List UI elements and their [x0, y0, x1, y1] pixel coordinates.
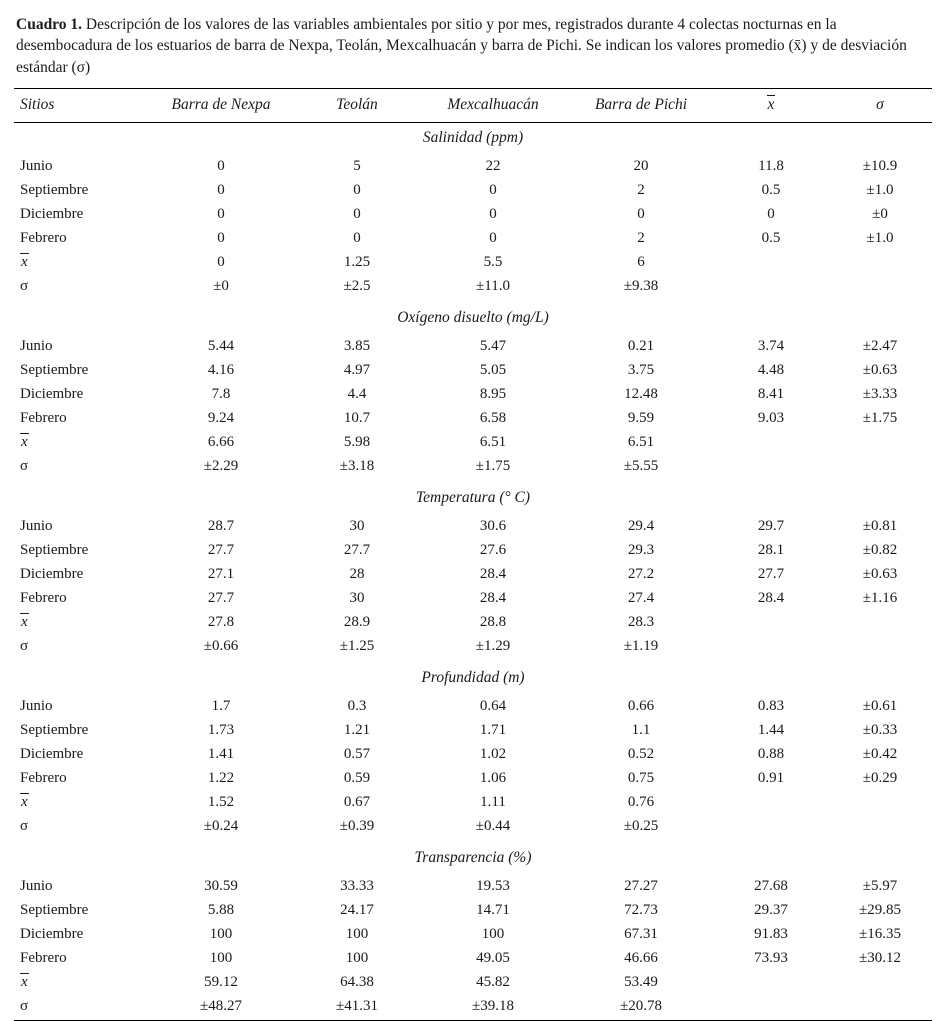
table-cell	[714, 790, 828, 814]
table-cell: 73.93	[754, 949, 788, 966]
table-cell	[714, 454, 828, 478]
table-cell: ±1.29	[475, 637, 511, 654]
table-body	[14, 123, 932, 1019]
table-row	[14, 202, 932, 226]
table-cell: 28.4	[479, 565, 507, 582]
caption-text: Descripción de los valores de las variables ambientales por sitio y por mes, registrados durante 4 colectas nocturnas en la desembocadura de los estuarios de barra de Nexpa, Teolán, Mexcalhuacán y barra de Pichi. Se indican los valores promedio (x̄) y de desviación estándar (σ)	[16, 16, 907, 76]
row-label: Septiembre	[20, 901, 89, 918]
table-row	[14, 718, 932, 742]
table-cell: 10.7	[343, 409, 371, 426]
table-cell: 6.58	[479, 409, 507, 426]
table-cell: 27.1	[207, 565, 235, 582]
table-row	[14, 610, 932, 634]
table-cell	[714, 994, 828, 1018]
table-row	[14, 994, 932, 1018]
table-row	[14, 562, 932, 586]
table-cell: 5.44	[207, 337, 235, 354]
table-row	[14, 250, 932, 274]
table-row	[14, 970, 932, 994]
table-cell: 33.33	[340, 877, 374, 894]
table-cell: 1.25	[343, 253, 371, 270]
table-cell: 0.57	[343, 745, 371, 762]
table-cell: ±0.29	[862, 769, 898, 786]
table-cell: 5.88	[207, 901, 235, 918]
table-cell: 3.74	[757, 337, 785, 354]
table-cell: ±1.16	[862, 589, 898, 606]
table-cell: 1.06	[479, 769, 507, 786]
table-cell: 14.71	[476, 901, 510, 918]
table-cell: 5	[353, 157, 361, 174]
table-cell: ±2.47	[862, 337, 898, 354]
table-cell: 1.7	[211, 697, 231, 714]
table-row	[14, 178, 932, 202]
table-cell: 0	[637, 205, 645, 222]
row-label: σ	[20, 817, 29, 834]
table-cell: 0.59	[343, 769, 371, 786]
table-cell: 8.41	[757, 385, 785, 402]
table-cell: 2	[637, 229, 645, 246]
table-cell: 22	[485, 157, 501, 174]
table-cell: ±0.44	[475, 817, 511, 834]
table-cell	[828, 610, 932, 634]
row-label: x	[21, 973, 28, 990]
table-cell: ±2.5	[343, 277, 371, 294]
table-cell: 1.21	[343, 721, 371, 738]
table-cell: ±9.38	[623, 277, 659, 294]
table-cell: ±0.39	[339, 817, 375, 834]
table-cell: 1.44	[757, 721, 785, 738]
column-header-sitios: Sitios	[14, 89, 146, 123]
table-cell: ±1.75	[475, 457, 511, 474]
table-cell: 30.6	[479, 517, 507, 534]
row-label: σ	[20, 997, 29, 1014]
table-cell: 1.02	[479, 745, 507, 762]
column-header-teolan: Teolán	[296, 89, 418, 123]
table-cell: ±0	[213, 277, 229, 294]
row-label: x	[21, 793, 28, 810]
table-cell	[828, 790, 932, 814]
table-row	[14, 274, 932, 298]
table-cell: 4.16	[207, 361, 235, 378]
table-cell: ±2.29	[203, 457, 239, 474]
table-cell: 6.51	[479, 433, 507, 450]
table-cell: 20	[633, 157, 649, 174]
table-head	[14, 89, 932, 123]
table-row	[14, 814, 932, 838]
row-label: Febrero	[20, 409, 67, 426]
table-cell: 27.6	[479, 541, 507, 558]
table-cell: ±16.35	[859, 925, 901, 942]
table-cell: 0.75	[627, 769, 655, 786]
table-cell: 28.1	[757, 541, 785, 558]
table-cell: ±0.25	[623, 817, 659, 834]
table-cell: 0.5	[761, 181, 781, 198]
section-title: Temperatura (° C)	[415, 489, 531, 507]
table-cell: 29.7	[757, 517, 785, 534]
table-row	[14, 946, 932, 970]
table-cell: 0	[217, 181, 225, 198]
table-cell: 0.52	[627, 745, 655, 762]
table-cell	[828, 454, 932, 478]
table-cell: 45.82	[476, 973, 510, 990]
table-cell: ±5.55	[623, 457, 659, 474]
table-cell: 0	[353, 181, 361, 198]
table-cell: 100	[481, 925, 505, 942]
table-cell: ±0.61	[862, 697, 898, 714]
table-cell: ±0.33	[862, 721, 898, 738]
table-cell: 12.48	[624, 385, 658, 402]
table-cell: 6	[637, 253, 645, 270]
table-cell: 72.73	[624, 901, 658, 918]
table-cell: 5.5	[483, 253, 503, 270]
table-cell: ±0.81	[862, 517, 898, 534]
table-cell: 27.7	[757, 565, 785, 582]
row-label: Febrero	[20, 229, 67, 246]
table-cell: 1.52	[207, 793, 235, 810]
table-cell: 28.4	[757, 589, 785, 606]
table-cell: 30	[349, 517, 365, 534]
table-row	[14, 742, 932, 766]
table-cell: 1.73	[207, 721, 235, 738]
table-cell: 29.37	[754, 901, 788, 918]
table-cell: 100	[345, 925, 369, 942]
section-header-row	[14, 123, 932, 155]
table-cell: 24.17	[340, 901, 374, 918]
table-cell: 4.97	[343, 361, 371, 378]
table-cell: 27.7	[207, 589, 235, 606]
table-row	[14, 898, 932, 922]
table-cell: 3.85	[343, 337, 371, 354]
table-cell	[714, 970, 828, 994]
table-cell: 0.67	[343, 793, 371, 810]
column-header-mexcalhuacan: Mexcalhuacán	[418, 89, 568, 123]
table-cell: 27.7	[343, 541, 371, 558]
table-cell	[714, 814, 828, 838]
column-header-mean: x	[714, 89, 828, 123]
row-label: x	[21, 253, 28, 270]
table-cell: 0	[489, 181, 497, 198]
table-cell: 0	[767, 205, 775, 222]
row-label: Febrero	[20, 589, 67, 606]
table-cell: 67.31	[624, 925, 658, 942]
table-cell: ±41.31	[336, 997, 378, 1014]
table-cell	[828, 250, 932, 274]
table-cell: 27.2	[627, 565, 655, 582]
row-label: Septiembre	[20, 361, 89, 378]
table-row	[14, 382, 932, 406]
row-label: x	[21, 613, 28, 630]
table-cell: 0	[217, 157, 225, 174]
row-label: Septiembre	[20, 541, 89, 558]
table-cell: 28	[349, 565, 365, 582]
table-cell: ±1.0	[866, 181, 894, 198]
table-cell: 3.75	[627, 361, 655, 378]
table-cell: 6.66	[207, 433, 235, 450]
table-cell: 91.83	[754, 925, 788, 942]
section-title: Salinidad (ppm)	[422, 129, 524, 147]
row-label: Diciembre	[20, 385, 84, 402]
table-cell: ±0.82	[862, 541, 898, 558]
table-cell: ±0.24	[203, 817, 239, 834]
table-row	[14, 154, 932, 178]
table-cell: 0	[489, 229, 497, 246]
table-cell: 28.3	[627, 613, 655, 630]
section-title: Oxígeno disuelto (mg/L)	[397, 309, 549, 327]
table-cell: 0.21	[627, 337, 655, 354]
section-header-row	[14, 843, 932, 874]
section-header-row	[14, 483, 932, 514]
table-cell: ±0	[872, 205, 888, 222]
table-cell: 0	[353, 205, 361, 222]
table-cell	[828, 430, 932, 454]
table-row	[14, 922, 932, 946]
table-cell: 5.98	[343, 433, 371, 450]
table-cell: 0.5	[761, 229, 781, 246]
table-cell: 0.83	[757, 697, 785, 714]
row-label: Junio	[20, 517, 53, 534]
table-cell: 30	[349, 589, 365, 606]
table-cell: 0.91	[757, 769, 785, 786]
table-cell: 4.4	[347, 385, 367, 402]
table-cell: 1.41	[207, 745, 235, 762]
table-cell: 0	[217, 205, 225, 222]
table-cell: 27.4	[627, 589, 655, 606]
table-cell: 4.48	[757, 361, 785, 378]
row-label: Febrero	[20, 769, 67, 786]
table-cell	[828, 994, 932, 1018]
table-row	[14, 874, 932, 898]
row-label: Diciembre	[20, 205, 84, 222]
section-header-row	[14, 303, 932, 334]
table-row	[14, 766, 932, 790]
table-cell: ±20.78	[620, 997, 662, 1014]
table-cell: 27.7	[207, 541, 235, 558]
table-cell: 28.8	[479, 613, 507, 630]
table-cell: ±0.42	[862, 745, 898, 762]
table-cell: 5.05	[479, 361, 507, 378]
section-title: Profundidad (m)	[421, 669, 525, 687]
table-row	[14, 406, 932, 430]
section-title: Transparencia (%)	[414, 849, 532, 867]
table-row	[14, 226, 932, 250]
row-label: Diciembre	[20, 925, 84, 942]
caption-label: Cuadro 1.	[16, 16, 83, 33]
environmental-variables-table	[14, 88, 932, 1018]
table-cell: ±1.19	[623, 637, 659, 654]
table-row	[14, 790, 932, 814]
table-cell: 28.4	[479, 589, 507, 606]
table-cell: 49.05	[476, 949, 510, 966]
table-cell: 28.9	[343, 613, 371, 630]
table-cell: 30.59	[204, 877, 238, 894]
table-cell: 27.27	[624, 877, 658, 894]
table-cell	[828, 634, 932, 658]
row-label: Junio	[20, 697, 53, 714]
table-cell: 9.59	[627, 409, 655, 426]
table-cell: ±1.75	[862, 409, 898, 426]
table-cell: ±11.0	[476, 277, 510, 294]
column-header-barra-de-pichi: Barra de Pichi	[568, 89, 714, 123]
section-header-row	[14, 663, 932, 694]
row-label: Junio	[20, 877, 53, 894]
table-cell: ±0.66	[203, 637, 239, 654]
table-row	[14, 694, 932, 718]
table-cell: 100	[345, 949, 369, 966]
row-label: Diciembre	[20, 565, 84, 582]
table-cell: 6.51	[627, 433, 655, 450]
table-cell: ±29.85	[859, 901, 901, 918]
table-cell: 8.95	[479, 385, 507, 402]
table-cell: 29.4	[627, 517, 655, 534]
table-cell: 0.3	[347, 697, 367, 714]
table-cell	[714, 430, 828, 454]
column-header-stddev: σ	[828, 89, 932, 123]
table-cell: 0	[217, 229, 225, 246]
row-label: σ	[20, 277, 29, 294]
table-cell: 27.68	[754, 877, 788, 894]
table-cell: ±39.18	[472, 997, 514, 1014]
table-row	[14, 586, 932, 610]
row-label: σ	[20, 457, 29, 474]
table-cell	[828, 814, 932, 838]
table-cell: 0	[217, 253, 225, 270]
table-cell	[714, 610, 828, 634]
table-cell: 53.49	[624, 973, 658, 990]
row-label: Febrero	[20, 949, 67, 966]
table-row	[14, 454, 932, 478]
table-cell	[828, 970, 932, 994]
table-cell	[714, 250, 828, 274]
table-cell: ±10.9	[862, 157, 898, 174]
table-cell: ±0.63	[862, 361, 898, 378]
table-cell: 59.12	[204, 973, 238, 990]
table-cell: 19.53	[476, 877, 510, 894]
table-cell: 28.7	[207, 517, 235, 534]
table-cell: 0.88	[757, 745, 785, 762]
table-cell: 2	[637, 181, 645, 198]
row-label: Junio	[20, 157, 53, 174]
table-cell: ±3.18	[339, 457, 375, 474]
table-cell: 1.22	[207, 769, 235, 786]
table-cell: ±48.27	[200, 997, 242, 1014]
table-cell: 7.8	[211, 385, 231, 402]
table-cell: 100	[209, 925, 233, 942]
table-cell: ±0.63	[862, 565, 898, 582]
row-label: Septiembre	[20, 181, 89, 198]
table-cell: 46.66	[624, 949, 658, 966]
table-row	[14, 538, 932, 562]
table-row	[14, 430, 932, 454]
table-cell: 0	[353, 229, 361, 246]
row-label: Septiembre	[20, 721, 89, 738]
table-cell: 1.71	[479, 721, 507, 738]
table-cell: 5.47	[479, 337, 507, 354]
row-label: Junio	[20, 337, 53, 354]
column-header-barra-de-nexpa: Barra de Nexpa	[146, 89, 296, 123]
table-row	[14, 334, 932, 358]
table-cell: 1.1	[631, 721, 651, 738]
table-cell: 11.8	[758, 157, 784, 174]
table-cell: 0.64	[479, 697, 507, 714]
table-cell: 0.76	[627, 793, 655, 810]
table-cell: ±5.97	[862, 877, 898, 894]
table-row	[14, 358, 932, 382]
table-row	[14, 634, 932, 658]
table-cell: 64.38	[340, 973, 374, 990]
table-cell	[714, 274, 828, 298]
table-row	[14, 514, 932, 538]
table-cell: 9.24	[207, 409, 235, 426]
row-label: x	[21, 433, 28, 450]
table-cell: ±1.0	[866, 229, 894, 246]
table-cell: 0.66	[627, 697, 655, 714]
table-cell: 100	[209, 949, 233, 966]
table-cell: 9.03	[757, 409, 785, 426]
table-cell: 27.8	[207, 613, 235, 630]
table-cell: ±3.33	[862, 385, 898, 402]
table-cell: ±1.25	[339, 637, 375, 654]
table-cell: 1.11	[480, 793, 506, 810]
row-label: Diciembre	[20, 745, 84, 762]
row-label: σ	[20, 637, 29, 654]
table-cell: 0	[489, 205, 497, 222]
table-cell: ±30.12	[859, 949, 901, 966]
table-cell	[714, 634, 828, 658]
table-cell: 29.3	[627, 541, 655, 558]
header-row	[14, 89, 932, 123]
table-cell	[828, 274, 932, 298]
table-caption	[14, 14, 932, 78]
